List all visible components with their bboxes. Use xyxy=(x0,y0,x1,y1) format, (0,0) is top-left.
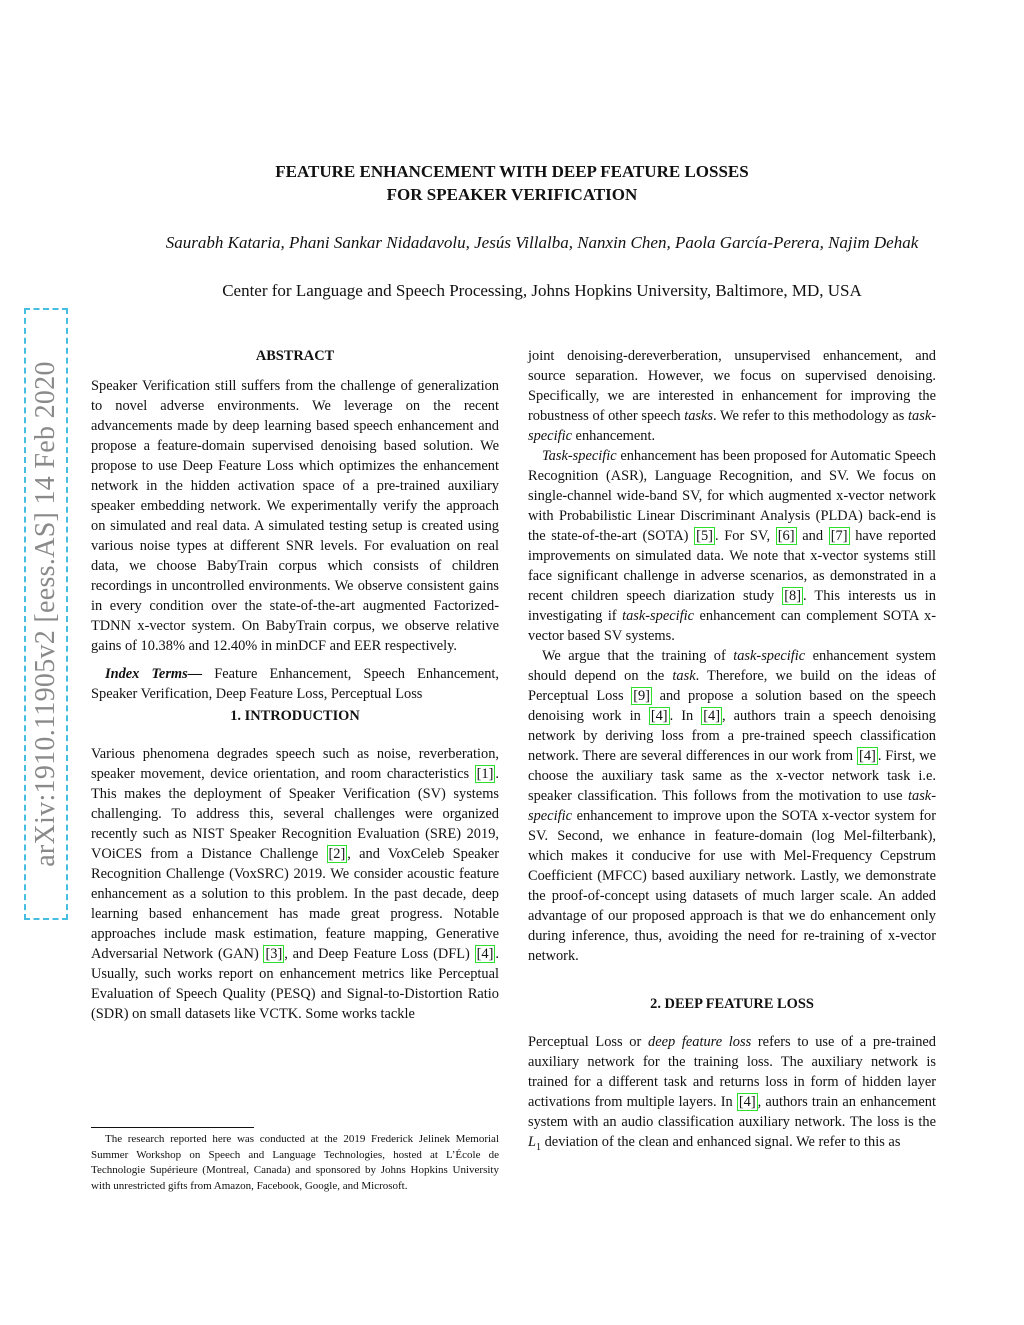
footnote-rule xyxy=(91,1127,254,1128)
citation-link[interactable]: [2] xyxy=(328,846,346,862)
title-line-2: FOR SPEAKER VERIFICATION xyxy=(386,185,638,204)
dfl-heading: 2. DEEP FEATURE LOSS xyxy=(650,996,814,1012)
affiliation: Center for Language and Speech Processing, Johns Hopkins University, Baltimore, MD, USA xyxy=(222,281,862,300)
arxiv-stamp[interactable] xyxy=(24,308,68,920)
text-run: , and VoxCeleb Speaker Recognition Challenge (VoxSRC) 2019. We consider acoustic feature enhancement as a solution to this problem. In the past decade, deep learning based enhancement has made great progress. Notable approaches include mask estimation, feature mapping, Generative Adversarial Network (GAN) xyxy=(91,846,499,962)
text-run: . We refer to this methodology as xyxy=(713,408,909,424)
citation-link[interactable]: [5] xyxy=(696,528,713,544)
text-run: , authors train a speech denoising network by deriving loss from a pre-trained speech classification network. There are several differences in our work from xyxy=(528,708,936,764)
citation-link[interactable]: [3] xyxy=(265,946,283,962)
text-run: . First, we choose the auxiliary task same as the x-vector network task i.e. speaker classification. This follows from the motivation to use xyxy=(528,748,936,804)
text-run: have reported improvements on simulated data. We note that x-vector systems still face significant challenge in adverse scenarios, as demonstrated in a recent children speech diarization study xyxy=(528,528,936,604)
text-run: and propose a solution based on the speech denoising work in xyxy=(528,688,936,724)
text-run: . In xyxy=(669,708,702,724)
intro-paragraph-3 xyxy=(528,646,936,966)
citation-link[interactable]: [6] xyxy=(777,528,795,544)
text-run: , and Deep Feature Loss (DFL) xyxy=(284,946,475,962)
author-list: Saurabh Kataria, Phani Sankar Nidadavolu, Jesús Villalba, Nanxin Chen, Paola García-Perera, Najim Dehak xyxy=(165,233,919,252)
title-line-1: FEATURE ENHANCEMENT WITH DEEP FEATURE LOSSES xyxy=(275,162,749,181)
index-terms-label: Index Terms— xyxy=(105,666,203,682)
text-run: enhancement. xyxy=(571,428,656,444)
intro-paragraph-2 xyxy=(528,446,936,646)
math-symbol: L xyxy=(528,1134,537,1150)
intro-heading: 1. INTRODUCTION xyxy=(230,708,360,724)
text-run: task xyxy=(672,668,696,684)
right-column xyxy=(528,346,936,1158)
citation-link[interactable]: [4] xyxy=(703,708,721,724)
text-run: enhancement can complement SOTA x-vector based SV systems. xyxy=(528,608,936,644)
citation-link[interactable]: [1] xyxy=(476,766,494,782)
text-run: task-specific xyxy=(733,648,806,664)
abstract-heading: ABSTRACT xyxy=(255,348,335,364)
arxiv-id: arXiv:1910.11905v2 [eess.AS] 14 Feb 2020 xyxy=(30,361,61,867)
text-run: . For SV, xyxy=(714,528,776,544)
footnote: The research reported here was conducted at the 2019 Frederick Jelinek Memorial Summer Workshop on Speech and Language Technologies, hosted at L’École de Technologie Supérieure (Montreal, Canada) and sponsored by Johns Hopkins University with unrestricted gifts from Amazon, Facebook, Google, and Microsoft. xyxy=(91,1133,499,1192)
citation-link[interactable]: [8] xyxy=(784,588,802,604)
math-subscript: 1 xyxy=(536,1141,542,1153)
intro-paragraph-1 xyxy=(91,744,499,1024)
intro-paragraph-1-cont xyxy=(528,346,936,446)
text-run: . This interests us in investigating if xyxy=(528,588,936,624)
citation-link[interactable]: [4] xyxy=(859,748,876,764)
dfl-paragraph xyxy=(528,1032,936,1158)
paper-title xyxy=(0,160,1024,206)
text-run: enhancement system should depend on the xyxy=(528,648,936,684)
text-run: . This makes the deployment of Speaker Verification (SV) systems challenging. To address this, several challenges were organized recently such as NIST Speaker Recognition Evaluation (SRE) 2019, VOiCES from a Distance Challenge xyxy=(91,766,499,862)
citation-link[interactable]: [7] xyxy=(830,528,848,544)
text-run: task-specific xyxy=(528,788,936,824)
text-run: . Therefore, we build on the ideas of Perceptual Loss xyxy=(528,668,936,704)
text-run: refers to use of a pre-trained auxiliary network for the training loss. The auxiliary network is trained for a different task and returns loss in form of hidden layer activations from multiple layers. In xyxy=(528,1034,936,1110)
text-run: enhancement has been proposed for Automatic Speech Recognition (ASR), Language Recognition, and SV. We focus on single-channel wide-band SV, for which augmented x-vector network with Probabilistic Linear Discriminant Analysis (PLDA) back-end is the state-of-the-art (SOTA) xyxy=(528,448,936,544)
text-run: joint denoising-dereverberation, unsupervised enhancement, and source separation. However, we focus on supervised denoising. Specifically, we are interested in enhancement for improving the robustness of other speech xyxy=(528,348,936,424)
left-column xyxy=(91,346,499,1024)
citation-link[interactable]: [4] xyxy=(476,946,494,962)
text-run: , authors train an enhancement system with an audio classification auxiliary network. The loss is the xyxy=(528,1094,936,1130)
text-run: task-specific xyxy=(528,408,937,444)
text-run: and xyxy=(796,528,829,544)
text-run: tasks xyxy=(684,408,714,424)
index-terms xyxy=(91,664,499,704)
abstract-body: Speaker Verification still suffers from the challenge of generalization to novel adverse environments. We leverage on the recent advancements made by deep learning based speech enhancement and propose a feature-domain supervised denoising based solution. We propose to use Deep Feature Loss which optimizes the enhancement network in the hidden activation space of a pre-trained auxiliary speaker embedding network. We experimentally verify the approach on simulated and real data. A simulated testing setup is created using various noise types at different SNR levels. For evaluation on real data, we choose BabyTrain corpus which consists of children recordings in uncontrolled environments. We observe consistent gains in every condition over the state-of-the-art augmented Factorized-TDNN x-vector system. On BabyTrain corpus, we observe relative gains of 10.38% and 12.40% in minDCF and EER respectively. xyxy=(91,378,499,654)
text-run: task-specific xyxy=(622,608,695,624)
citation-link[interactable]: [4] xyxy=(650,708,668,724)
math-l1 xyxy=(528,1134,542,1153)
text-run: We argue that the training of xyxy=(542,648,734,664)
index-terms-text: Feature Enhancement, Speech Enhancement, Speaker Verification, Deep Feature Loss, Perceptual Loss xyxy=(91,666,499,702)
text-run: Various phenomena degrades speech such as noise, reverberation, speaker movement, device orientation, and room characteristics xyxy=(91,746,499,782)
text-run: deep feature loss xyxy=(648,1034,752,1050)
citation-link[interactable]: [4] xyxy=(738,1094,756,1110)
text-run: Perceptual Loss or xyxy=(528,1034,648,1050)
text-run: enhancement to improve upon the SOTA x-vector system for SV. Second, we enhance in feature-domain (log Mel-filterbank), which makes it conducive for use with Mel-Frequency Cepstrum Coefficient (MFCC) based auxiliary network. Lastly, we demonstrate the proof-of-concept using datasets of much larger scale. An added advantage of our proposed approach is that we do enhancement only during inference, thus, avoiding the need for re-training of x-vector network. xyxy=(528,808,936,964)
text-run: Task-specific xyxy=(542,448,617,464)
text-run: deviation of the clean and enhanced signal. We refer to this as xyxy=(541,1134,901,1150)
intro-continued: . Usually, such works report on enhancement metrics like Perceptual Evaluation of Speech Quality (PESQ) and Signal-to-Distortion Ratio (SDR) on small datasets like VCTK. Some works tackle xyxy=(91,946,499,1022)
citation-link[interactable]: [9] xyxy=(633,688,650,704)
